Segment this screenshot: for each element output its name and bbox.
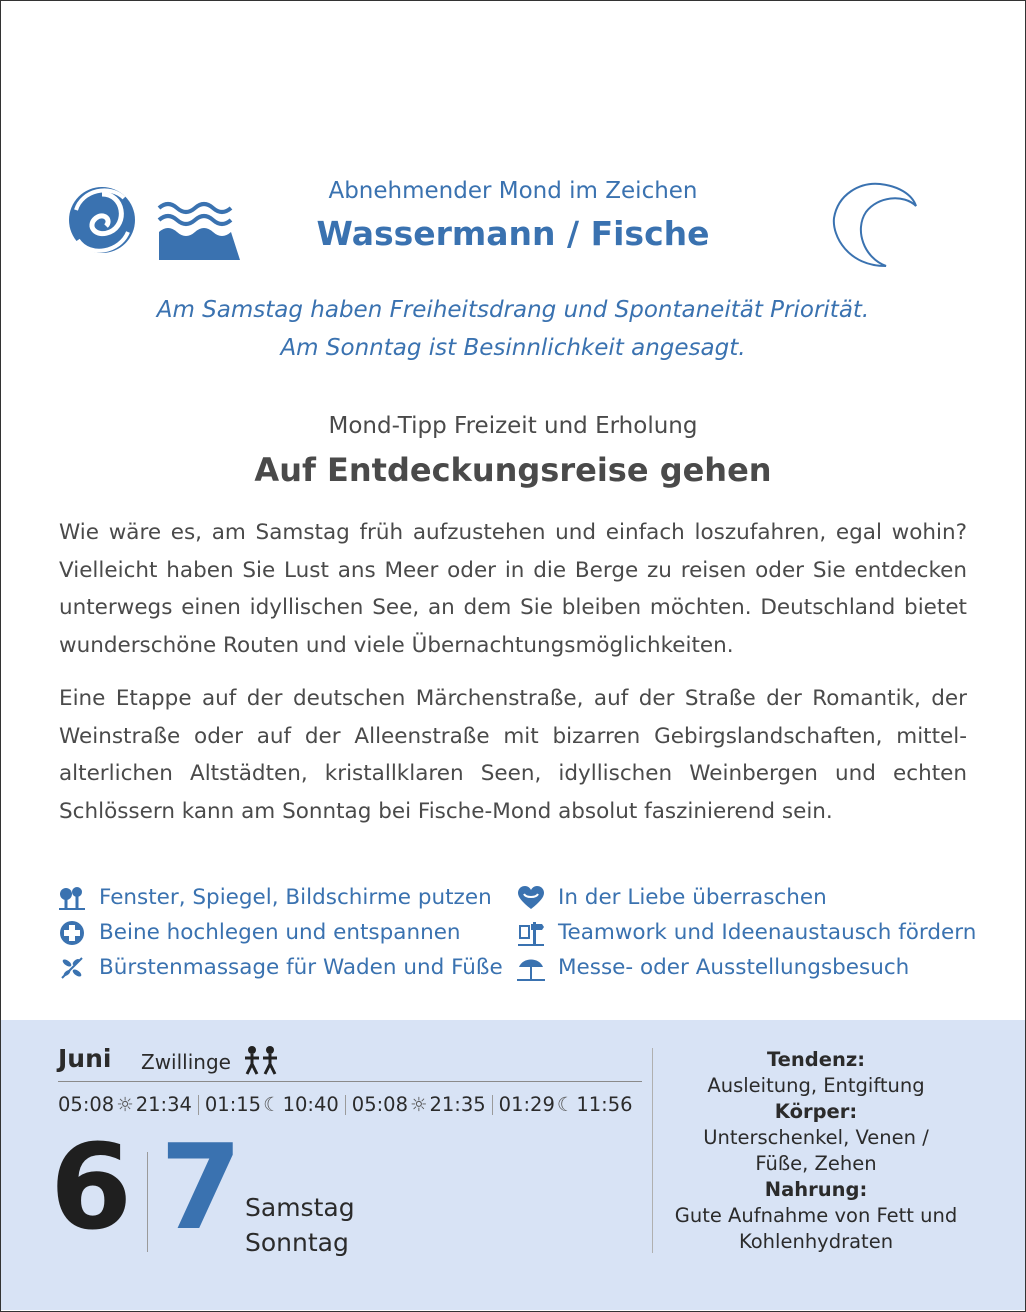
sun-moonset: 11:56 xyxy=(576,1093,633,1116)
medical-cross-icon xyxy=(56,920,88,946)
tips-list-right xyxy=(515,880,976,985)
tip-text: Teamwork und Ideenaustausch fördern xyxy=(558,920,977,945)
list-item xyxy=(56,880,503,915)
sun-icon: ☼ xyxy=(409,1093,428,1116)
food-label: Nahrung: xyxy=(764,1178,868,1201)
quote-line-1: Am Samstag haben Freiheitsdrang und Spontaneität Priorität. xyxy=(156,297,870,323)
sat-moonrise: 01:15 xyxy=(204,1093,262,1116)
moon-icon: ☾ xyxy=(263,1093,281,1116)
tip-paragraph-1: Wie wäre es, am Samstag früh aufzustehen und einfach loszufahren, egal wohin? Vielleicht haben Sie Lust ans Meer oder in die Berge zu reisen oder Sie entdecken unterwegs einen idyllischen See, an dem Sie bleiben möchten. Deutschland bietet wunderschöne Routen und viele Übernachtungsmöglichkeiten. xyxy=(59,520,967,658)
tip-category: Mond-Tipp Freizeit und Erholung xyxy=(328,413,698,439)
tip-text: Beine hochlegen und entspannen xyxy=(99,920,461,945)
tendency-label: Tendenz: xyxy=(766,1048,866,1071)
tip-text: Messe- oder Ausstellungsbesuch xyxy=(558,955,910,980)
sun-moon-times xyxy=(58,1093,633,1116)
zodiac-sign-label: Zwillinge xyxy=(141,1050,231,1074)
tip-text: Bürstenmassage für Waden und Füße xyxy=(99,955,503,980)
heart-icon xyxy=(515,885,547,911)
list-item xyxy=(515,915,976,950)
divider xyxy=(198,1095,199,1115)
sun-sunset: 21:35 xyxy=(429,1093,486,1116)
day-number-sunday: 7 xyxy=(160,1118,240,1256)
divider xyxy=(652,1048,653,1253)
list-item xyxy=(56,915,503,950)
whirlpool-icon xyxy=(69,187,135,253)
day-number-saturday: 6 xyxy=(50,1118,130,1256)
divider xyxy=(147,1152,148,1252)
signpost-icon xyxy=(515,920,547,946)
moon-icon: ☾ xyxy=(556,1093,575,1116)
sun-icon: ☼ xyxy=(116,1093,134,1116)
sun-moonrise: 01:29 xyxy=(498,1093,555,1116)
moon-phase-subtitle: Abnehmender Mond im Zeichen xyxy=(328,178,698,204)
tip-text: Fenster, Spiegel, Bildschirme putzen xyxy=(99,885,492,910)
herbs-icon xyxy=(56,955,88,981)
food-value-2: Kohlenhydraten xyxy=(738,1230,894,1253)
weekday-saturday: Samstag xyxy=(245,1193,355,1222)
tip-paragraph-2: Eine Etappe auf der deutschen Märchenstraße, auf der Straße der Romantik, der Weinstraße oder auf der Alleenstraße mit bizarren Gebirgslandschaften, mittel-alterlichen Altstädten, kristallklaren Seen, idyllischen Weinbergen und echten Schlössern kann am Sonntag bei Fische-Mond absolut faszinierend sein. xyxy=(59,686,967,824)
tendency-value: Ausleitung, Entgiftung xyxy=(707,1074,925,1097)
list-item xyxy=(515,880,976,915)
trees-icon xyxy=(56,885,88,911)
list-item xyxy=(515,950,976,985)
tendency-panel xyxy=(668,1047,964,1255)
zodiac-title: Wassermann / Fische xyxy=(316,214,710,253)
divider xyxy=(58,1081,642,1082)
body-value-2: Füße, Zehen xyxy=(755,1152,877,1175)
sat-moonset: 10:40 xyxy=(282,1093,339,1116)
divider xyxy=(345,1095,346,1115)
tip-text: In der Liebe überraschen xyxy=(558,885,827,910)
body-value-1: Unterschenkel, Venen / xyxy=(703,1126,929,1149)
sun-sunrise: 05:08 xyxy=(351,1093,408,1116)
beach-umbrella-icon xyxy=(515,955,547,981)
food-value-1: Gute Aufnahme von Fett und xyxy=(674,1204,958,1227)
sat-sunset: 21:34 xyxy=(135,1093,192,1116)
list-item xyxy=(56,950,503,985)
sat-sunrise: 05:08 xyxy=(58,1093,115,1116)
crescent-moon-icon xyxy=(830,180,920,274)
quote-line-2: Am Sonntag ist Besinnlichkeit angesagt. xyxy=(280,335,746,361)
tip-title: Auf Entdeckungsreise gehen xyxy=(254,451,772,489)
body-label: Körper: xyxy=(774,1100,858,1123)
tips-list-left xyxy=(56,880,503,985)
divider xyxy=(492,1095,493,1115)
month-label: Juni xyxy=(58,1044,112,1073)
weekday-sunday: Sonntag xyxy=(245,1228,349,1257)
gemini-twins-icon xyxy=(242,1045,280,1079)
